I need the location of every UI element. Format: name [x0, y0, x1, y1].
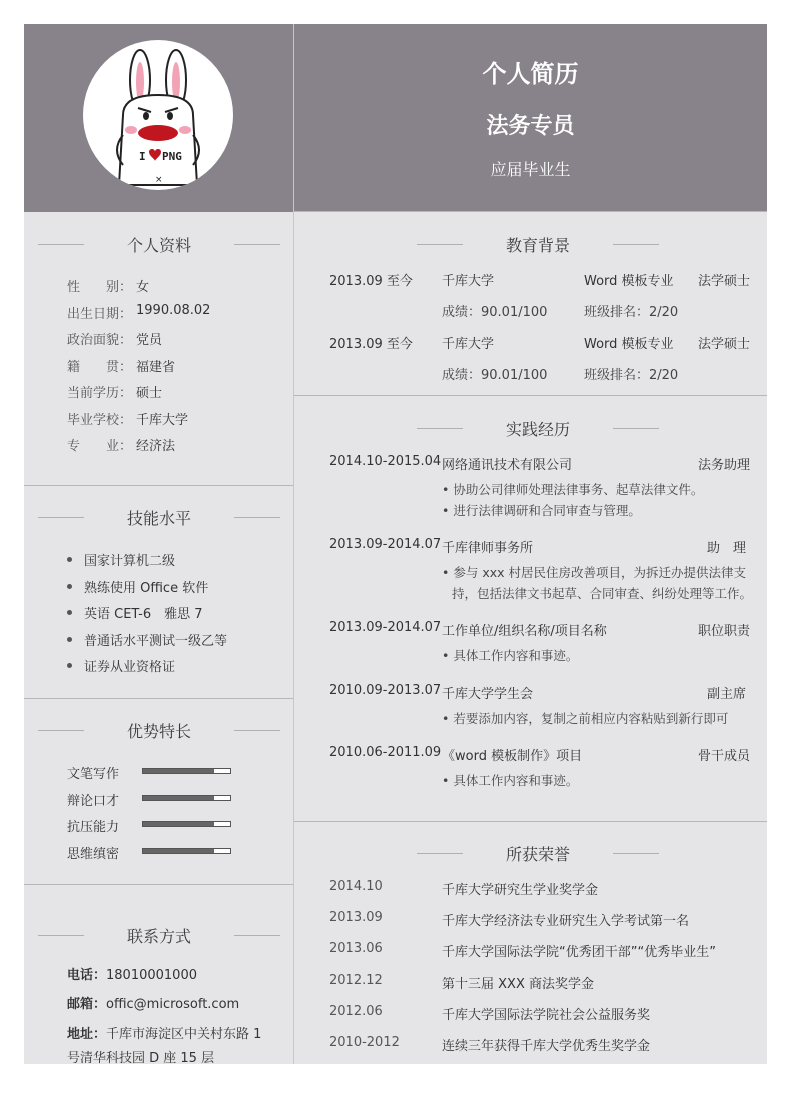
- strength-bar: [142, 768, 231, 774]
- honor-text: 千库大学国际法学院“优秀团干部”“优秀毕业生”: [442, 945, 716, 961]
- resume-title: 个人简历: [482, 60, 579, 88]
- exp-detail: • 具体工作内容和事迹。: [442, 648, 579, 663]
- profile-label: 出生日期：: [67, 306, 133, 322]
- strength-bar: [142, 795, 231, 801]
- section-divider: [294, 211, 767, 212]
- exp-role: 助 理: [706, 541, 746, 556]
- profile-label: 政治面貌：: [67, 333, 133, 348]
- exp-detail: • 具体工作内容和事迹。: [442, 773, 579, 788]
- edu-date: 2013.09 至今: [329, 337, 413, 352]
- exp-org: 网络通讯技术有限公司: [442, 458, 573, 473]
- strength-name: 辩论口才: [67, 793, 120, 809]
- honor-text: 连续三年获得千库大学优秀生奖学金: [442, 1039, 651, 1054]
- strength-bar-fill: [143, 769, 214, 773]
- exp-role: 副主席: [706, 687, 746, 702]
- exp-detail: • 参与 xxx 村居民住房改善项目，为拆迁办提供法律支: [442, 565, 746, 580]
- honor-date: 2013.09: [329, 910, 383, 926]
- profile-value: 硕士: [136, 386, 163, 401]
- skill-item: 熟练使用 Office 软件: [84, 580, 209, 596]
- bullet-icon: [67, 584, 72, 589]
- address-line1: 千库市海淀区中关村东路 1: [106, 1027, 262, 1042]
- email-label: 邮箱：: [67, 997, 107, 1012]
- exp-date: 2010.06-2011.09: [329, 745, 442, 760]
- skills-heading: 技能水平: [64, 506, 254, 529]
- exp-org: 《word 模板制作》项目: [442, 749, 583, 764]
- honor-text: 第十三届 XXX 商法奖学金: [442, 976, 594, 992]
- edu-date: 2013.09 至今: [329, 274, 413, 289]
- profile-value: 千库大学: [136, 412, 189, 428]
- resume-page: [24, 24, 767, 1064]
- honor-date: 2013.06: [329, 941, 383, 957]
- strength-bar: [142, 848, 231, 854]
- address-line2: 号清华科技园 D 座 15 层: [67, 1051, 215, 1066]
- profile-label: 当前学历：: [67, 386, 133, 401]
- email-value: offic@microsoft.com: [106, 997, 240, 1012]
- section-divider: [24, 485, 293, 486]
- contact-email: [67, 993, 239, 1012]
- profile-label: 性 别：: [67, 280, 133, 295]
- skill-item: 证券从业资格证: [84, 660, 176, 675]
- svg-text:I: I: [139, 150, 146, 163]
- profile-value: 党员: [136, 333, 163, 348]
- contact-heading: 联系方式: [64, 924, 254, 947]
- edu-score: 成绩：90.01/100: [442, 368, 548, 383]
- section-divider: [294, 821, 767, 822]
- strength-bar-fill: [143, 822, 214, 826]
- edu-degree: 法学硕士: [698, 337, 751, 352]
- avatar: [83, 40, 233, 190]
- honor-date: 2010-2012: [329, 1035, 400, 1050]
- strength-bar-fill: [143, 849, 214, 853]
- strength-bar-fill: [143, 796, 214, 800]
- phone-value: 18010001000: [106, 968, 197, 983]
- exp-detail: • 协助公司律师处理法律事务、起草法律文件。: [442, 482, 704, 497]
- strength-name: 抗压能力: [67, 820, 120, 835]
- exp-date: 2014.10-2015.04: [329, 454, 442, 469]
- education-heading: 教育背景: [443, 233, 633, 256]
- section-divider: [24, 698, 293, 699]
- skill-item: 普通话水平测试一级乙等: [84, 633, 228, 649]
- skill-item: 英语 CET-6 雅思 7: [84, 607, 203, 622]
- exp-detail: • 若要添加内容，复制之前相应内容粘贴到新行即可: [442, 711, 729, 726]
- bunny-mascot-icon: [83, 40, 233, 190]
- exp-date: 2013.09-2014.07: [329, 537, 442, 552]
- edu-major: Word 模板专业: [584, 337, 674, 352]
- honor-text: 千库大学国际法学院社会公益服务奖: [442, 1007, 651, 1023]
- exp-date: 2010.09-2013.07: [329, 683, 442, 698]
- honors-heading: 所获荣誉: [443, 842, 633, 865]
- honor-text: 千库大学研究生学业奖学金: [442, 883, 599, 898]
- exp-role: 法务助理: [698, 458, 751, 473]
- address-label: 地址：: [67, 1027, 107, 1042]
- svg-text:PNG: PNG: [162, 150, 182, 163]
- contact-address: [67, 1023, 261, 1042]
- section-divider: [294, 395, 767, 396]
- contact-phone: [67, 964, 197, 983]
- phone-label: 电话：: [67, 968, 107, 983]
- exp-detail: 持，包括法律文书起草、合同审查、纠纷处理等工作。: [452, 586, 753, 601]
- honor-text: 千库大学经济法专业研究生入学考试第一名: [442, 914, 690, 930]
- edu-school: 千库大学: [442, 274, 495, 289]
- exp-org: 千库律师事务所: [442, 541, 534, 556]
- profile-heading: 个人资料: [64, 233, 254, 256]
- exp-org: 千库大学学生会: [442, 687, 534, 702]
- profile-label: 籍 贯：: [67, 359, 133, 375]
- skill-item: 国家计算机二级: [84, 554, 176, 569]
- bullet-icon: [67, 610, 72, 615]
- exp-org: 工作单位/组织名称/项目名称: [442, 624, 607, 639]
- profile-value: 经济法: [136, 439, 176, 454]
- strength-name: 思维缜密: [67, 846, 120, 862]
- exp-detail: • 进行法律调研和合同审查与管理。: [442, 503, 641, 518]
- edu-rank: 班级排名：2/20: [584, 305, 679, 320]
- edu-rank: 班级排名：2/20: [584, 368, 679, 383]
- exp-role: 骨干成员: [698, 749, 751, 764]
- edu-school: 千库大学: [442, 337, 495, 352]
- bullet-icon: [67, 637, 72, 642]
- honor-date: 2012.12: [329, 972, 383, 988]
- strength-name: 文笔写作: [67, 767, 120, 782]
- profile-value: 女: [136, 280, 150, 295]
- profile-label: 专 业：: [67, 439, 133, 454]
- profile-label: 毕业学校：: [67, 412, 133, 428]
- graduate-status: 应届毕业生: [490, 160, 571, 179]
- section-divider: [24, 884, 293, 885]
- honor-date: 2012.06: [329, 1003, 383, 1019]
- strengths-heading: 优势特长: [64, 719, 254, 742]
- exp-date: 2013.09-2014.07: [329, 620, 442, 635]
- profile-value: 福建省: [136, 359, 176, 375]
- edu-degree: 法学硕士: [698, 274, 751, 289]
- edu-major: Word 模板专业: [584, 274, 674, 289]
- bullet-icon: [67, 663, 72, 668]
- bullet-icon: [67, 557, 72, 562]
- exp-role: 职位职责: [698, 624, 751, 639]
- honor-date: 2014.10: [329, 879, 383, 894]
- column-divider: [293, 24, 294, 1064]
- profile-value: 1990.08.02: [136, 302, 211, 318]
- experience-heading: 实践经历: [443, 417, 633, 440]
- job-position: 法务专员: [486, 114, 575, 139]
- strength-bar: [142, 821, 231, 827]
- edu-score: 成绩：90.01/100: [442, 305, 548, 320]
- svg-text:×: ×: [155, 175, 163, 185]
